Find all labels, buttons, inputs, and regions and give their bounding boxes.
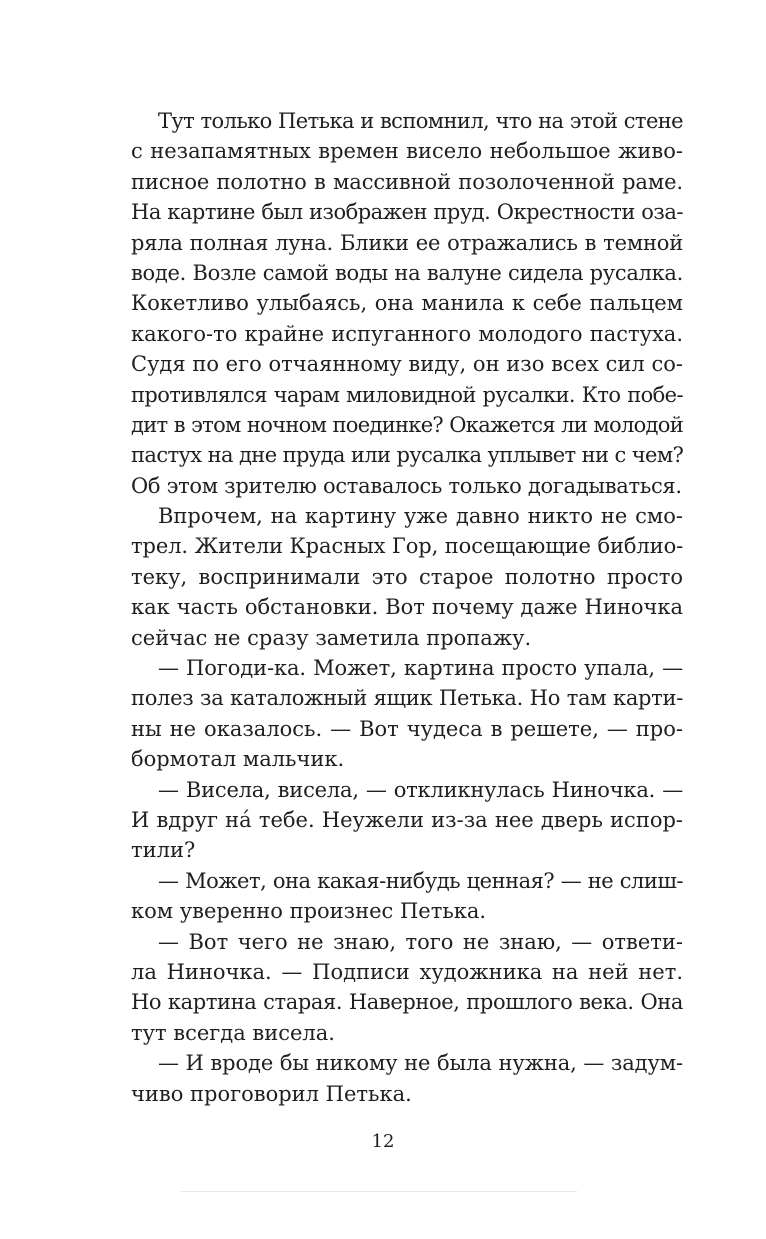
text-line: тили? bbox=[131, 838, 196, 863]
text-line: — И вроде бы никому не была нужна, — задум- bbox=[158, 1051, 683, 1076]
text-line: как часть обстановки. Вот почему даже Ниночка bbox=[131, 595, 683, 620]
text-line: Впрочем, на картину уже давно никто не смо- bbox=[158, 504, 683, 529]
text-line: ны не оказалось. — Вот чудеса в решете, — про- bbox=[131, 716, 683, 741]
text-line: Но картина старая. Наверное, прошлого века. Она bbox=[131, 990, 683, 1015]
text-line: — Висела, висела, — откликнулась Ниночка. — bbox=[158, 777, 683, 802]
text-line: ла Ниночка. — Подписи художника на ней нет. bbox=[131, 959, 683, 984]
text-line: И вдруг на́ тебе. Неужели из-за нее дверь испор- bbox=[131, 807, 683, 832]
text-line: чиво проговорил Петька. bbox=[131, 1081, 412, 1106]
text-line: Тут только Петька и вспомнил, что на этой стене bbox=[158, 109, 683, 133]
text-line: сейчас не сразу заметила пропажу. bbox=[131, 625, 532, 650]
text-line: дит в этом ночном поединке? Окажется ли молодой bbox=[131, 412, 683, 437]
text-line: Кокетливо улыбаясь, она манила к себе пальцем bbox=[131, 291, 683, 316]
bottom-rule bbox=[181, 1191, 577, 1192]
text-line: пастух на дне пруда или русалка уплывет ни с чем? bbox=[131, 443, 684, 468]
text-line: трел. Жители Красных Гор, посещающие библио- bbox=[131, 534, 684, 559]
text-line: ряла полная луна. Блики ее отражались в темной bbox=[131, 230, 683, 255]
text-line: теку, воспринимали это старое полотно просто bbox=[131, 564, 683, 589]
text-line: ком уверенно произнес Петька. bbox=[131, 899, 487, 924]
text-line: Об этом зрителю оставалось только догадываться. bbox=[131, 473, 682, 498]
text-line: какого-то крайне испуганного молодого пастуха. bbox=[131, 321, 683, 346]
text-line: — Вот чего не знаю, того не знаю, — ответи- bbox=[158, 929, 683, 954]
text-line: воде. Возле самой воды на валуне сидела русалка. bbox=[131, 260, 683, 285]
text-line: Судя по его отчаянному виду, он изо всех сил со- bbox=[131, 352, 683, 377]
text-line: тут всегда висела. bbox=[131, 1020, 335, 1045]
text-line: На картине был изображен пруд. Окрестности оза- bbox=[131, 200, 683, 225]
text-line: писное полотно в массивной позолоченной раме. bbox=[131, 169, 683, 194]
text-line: — Может, она какая-нибудь ценная? — не слиш- bbox=[158, 868, 683, 893]
text-line: бормотал мальчик. bbox=[131, 747, 345, 772]
text-line: противлялся чарам миловидной русалки. Кто побе- bbox=[131, 382, 683, 407]
text-line: с незапамятных времен висело небольшое живо- bbox=[131, 139, 683, 164]
body-text bbox=[131, 106, 683, 1109]
text-line: — Погоди-ка. Может, картина просто упала, — bbox=[158, 656, 683, 681]
page-number: 12 bbox=[371, 1131, 395, 1152]
text-line: полез за каталожный ящик Петька. Но там карти- bbox=[131, 686, 683, 711]
